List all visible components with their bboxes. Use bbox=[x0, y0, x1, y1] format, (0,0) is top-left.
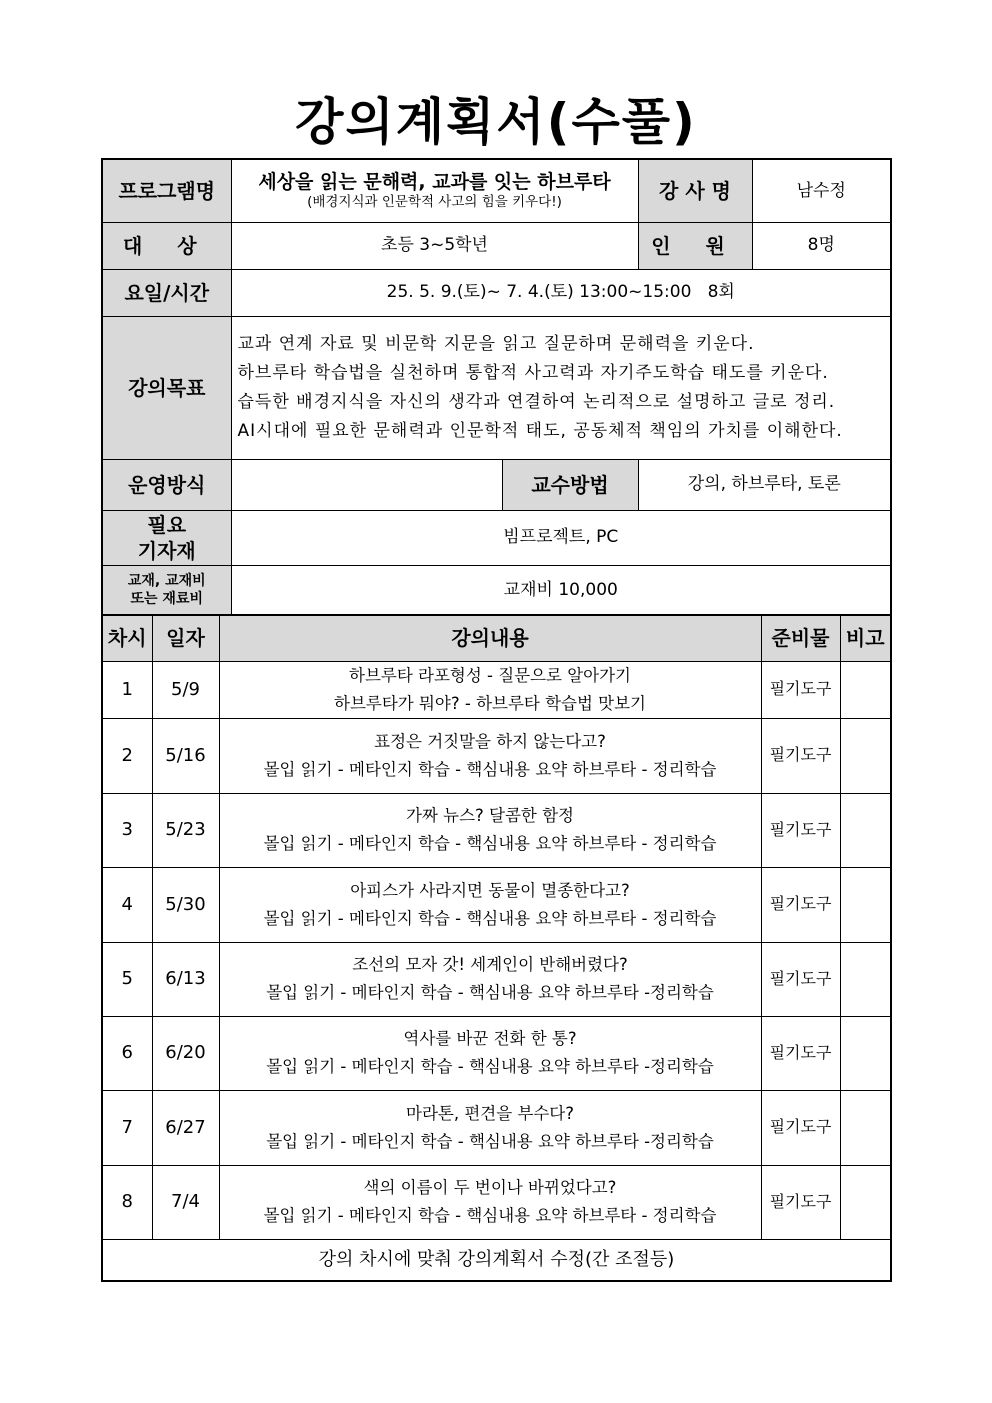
session-no: 7 bbox=[102, 1090, 152, 1165]
schedule-label: 요일/시간 bbox=[102, 269, 231, 316]
session-content bbox=[219, 1016, 761, 1090]
schedule-value: 25. 5. 9.(토)~ 7. 4.(토) 13:00~15:00 8회 bbox=[231, 269, 891, 316]
program-label: 프로그램명 bbox=[102, 159, 231, 222]
session-date: 5/30 bbox=[152, 867, 219, 942]
operation-value bbox=[231, 459, 502, 510]
session-prep: 필기도구 bbox=[761, 1090, 840, 1165]
headcount-label: 인 원 bbox=[638, 222, 752, 269]
table-row bbox=[102, 793, 891, 867]
session-prep: 필기도구 bbox=[761, 1016, 840, 1090]
schedule-row bbox=[102, 269, 891, 316]
session-note bbox=[840, 942, 891, 1016]
goals-row bbox=[102, 316, 891, 459]
table-row bbox=[102, 1165, 891, 1239]
session-date: 7/4 bbox=[152, 1165, 219, 1239]
method-label: 교수방법 bbox=[502, 459, 638, 510]
session-note bbox=[840, 1165, 891, 1239]
session-no: 5 bbox=[102, 942, 152, 1016]
goal-item: 습득한 배경지식을 자신의 생각과 연결하여 논리적으로 설명하고 글로 정리. bbox=[237, 391, 836, 412]
session-line1: 역사를 바꾼 전화 한 통? bbox=[403, 1029, 577, 1048]
session-no: 3 bbox=[102, 793, 152, 867]
document-title: 강의계획서(수풀) bbox=[295, 93, 697, 151]
session-line2: 몰입 읽기 - 메타인지 학습 - 핵심내용 요약 하브루타 -정리학습 bbox=[266, 983, 714, 1002]
session-content bbox=[219, 661, 761, 718]
target-value: 초등 3~5학년 bbox=[231, 222, 638, 269]
session-note bbox=[840, 867, 891, 942]
session-no: 1 bbox=[102, 661, 152, 718]
sessions-header-row bbox=[102, 615, 891, 661]
session-line2: 몰입 읽기 - 메타인지 학습 - 핵심내용 요약 하브루타 - 정리학습 bbox=[263, 834, 717, 853]
session-prep: 필기도구 bbox=[761, 718, 840, 793]
target-label: 대 상 bbox=[102, 222, 231, 269]
session-line1: 하브루타 라포형성 - 질문으로 알아가기 bbox=[349, 665, 631, 685]
session-no: 4 bbox=[102, 867, 152, 942]
goals-cell bbox=[231, 316, 891, 459]
header-note: 비고 bbox=[840, 615, 891, 661]
method-value: 강의, 하브루타, 토론 bbox=[638, 459, 891, 510]
goal-item: AI시대에 필요한 문해력과 인문학적 태도, 공동체적 책임의 가치를 이해한다. bbox=[237, 420, 843, 441]
session-line2: 하브루타가 뭐야? - 하브루타 학습법 맛보기 bbox=[334, 693, 646, 713]
goal-item: 교과 연계 자료 및 비문학 지문을 읽고 질문하며 문해력을 키운다. bbox=[237, 333, 755, 354]
session-note bbox=[840, 1090, 891, 1165]
session-content bbox=[219, 867, 761, 942]
target-row bbox=[102, 222, 891, 269]
material-value: 교재비 10,000 bbox=[231, 565, 891, 615]
equipment-value: 빔프로젝트, PC bbox=[231, 510, 891, 565]
session-content bbox=[219, 793, 761, 867]
operation-row bbox=[102, 459, 891, 510]
session-line2: 몰입 읽기 - 메타인지 학습 - 핵심내용 요약 하브루타 -정리학습 bbox=[266, 1131, 714, 1151]
session-prep: 필기도구 bbox=[761, 1165, 840, 1239]
session-content bbox=[219, 1165, 761, 1239]
session-date: 6/27 bbox=[152, 1090, 219, 1165]
material-label: 교재, 교재비 또는 재료비 bbox=[102, 565, 231, 615]
session-line1: 색의 이름이 두 번이나 바뀌었다고? bbox=[363, 1178, 617, 1197]
session-prep: 필기도구 bbox=[761, 942, 840, 1016]
session-no: 2 bbox=[102, 718, 152, 793]
session-date: 5/9 bbox=[152, 661, 219, 718]
session-no: 8 bbox=[102, 1165, 152, 1239]
session-note bbox=[840, 1016, 891, 1090]
program-title: 세상을 읽는 문해력, 교과를 잇는 하브루타 bbox=[258, 170, 611, 193]
header-no: 차시 bbox=[102, 615, 152, 661]
table-row bbox=[102, 1090, 891, 1165]
info-table bbox=[101, 158, 892, 616]
session-no: 6 bbox=[102, 1016, 152, 1090]
header-date: 일자 bbox=[152, 615, 219, 661]
footer-note: 강의 차시에 맞춰 강의계획서 수정(간 조절등) bbox=[102, 1239, 891, 1281]
session-content bbox=[219, 1090, 761, 1165]
session-line2: 몰입 읽기 - 메타인지 학습 - 핵심내용 요약 하브루타 - 정리학습 bbox=[263, 1206, 717, 1225]
session-date: 6/13 bbox=[152, 942, 219, 1016]
session-note bbox=[840, 661, 891, 718]
session-date: 6/20 bbox=[152, 1016, 219, 1090]
program-subtitle: (배경지식과 인문학적 사고의 힘을 키우다!) bbox=[307, 194, 562, 211]
equipment-row bbox=[102, 510, 891, 565]
session-prep: 필기도구 bbox=[761, 793, 840, 867]
goal-item: 하브루타 학습법을 실천하며 통합적 사고력과 자기주도학습 태도를 키운다. bbox=[237, 362, 829, 383]
footer-row bbox=[102, 1239, 891, 1281]
session-line1: 조선의 모자 갓! 세계인이 반해버렸다? bbox=[352, 955, 628, 974]
goals-label: 강의목표 bbox=[102, 316, 231, 459]
table-row bbox=[102, 661, 891, 718]
material-row bbox=[102, 565, 891, 615]
session-line2: 몰입 읽기 - 메타인지 학습 - 핵심내용 요약 하브루타 - 정리학습 bbox=[263, 759, 717, 779]
sessions-table bbox=[101, 614, 892, 1282]
session-prep: 필기도구 bbox=[761, 661, 840, 718]
session-content bbox=[219, 942, 761, 1016]
session-line2: 몰입 읽기 - 메타인지 학습 - 핵심내용 요약 하브루타 -정리학습 bbox=[266, 1057, 714, 1076]
table-row bbox=[102, 1016, 891, 1090]
session-line1: 표정은 거짓말을 하지 않는다고? bbox=[374, 731, 606, 751]
table-row bbox=[102, 942, 891, 1016]
instructor-value: 남수정 bbox=[752, 159, 891, 222]
session-line1: 가짜 뉴스? 달콤한 함정 bbox=[406, 806, 574, 825]
headcount-value: 8명 bbox=[752, 222, 891, 269]
instructor-label: 강 사 명 bbox=[638, 159, 752, 222]
session-line1: 아피스가 사라지면 동물이 멸종한다고? bbox=[350, 880, 630, 900]
operation-label: 운영방식 bbox=[102, 459, 231, 510]
session-line1: 마라톤, 편견을 부수다? bbox=[406, 1103, 574, 1123]
session-prep: 필기도구 bbox=[761, 867, 840, 942]
session-note bbox=[840, 718, 891, 793]
table-row bbox=[102, 867, 891, 942]
header-content: 강의내용 bbox=[219, 615, 761, 661]
equipment-label: 필요 기자재 bbox=[102, 510, 231, 565]
program-row bbox=[102, 159, 891, 222]
header-prep: 준비물 bbox=[761, 615, 840, 661]
table-row bbox=[102, 718, 891, 793]
session-date: 5/16 bbox=[152, 718, 219, 793]
session-line2: 몰입 읽기 - 메타인지 학습 - 핵심내용 요약 하브루타 - 정리학습 bbox=[263, 908, 717, 928]
session-note bbox=[840, 793, 891, 867]
session-content bbox=[219, 718, 761, 793]
session-date: 5/23 bbox=[152, 793, 219, 867]
program-title-cell bbox=[231, 159, 638, 222]
